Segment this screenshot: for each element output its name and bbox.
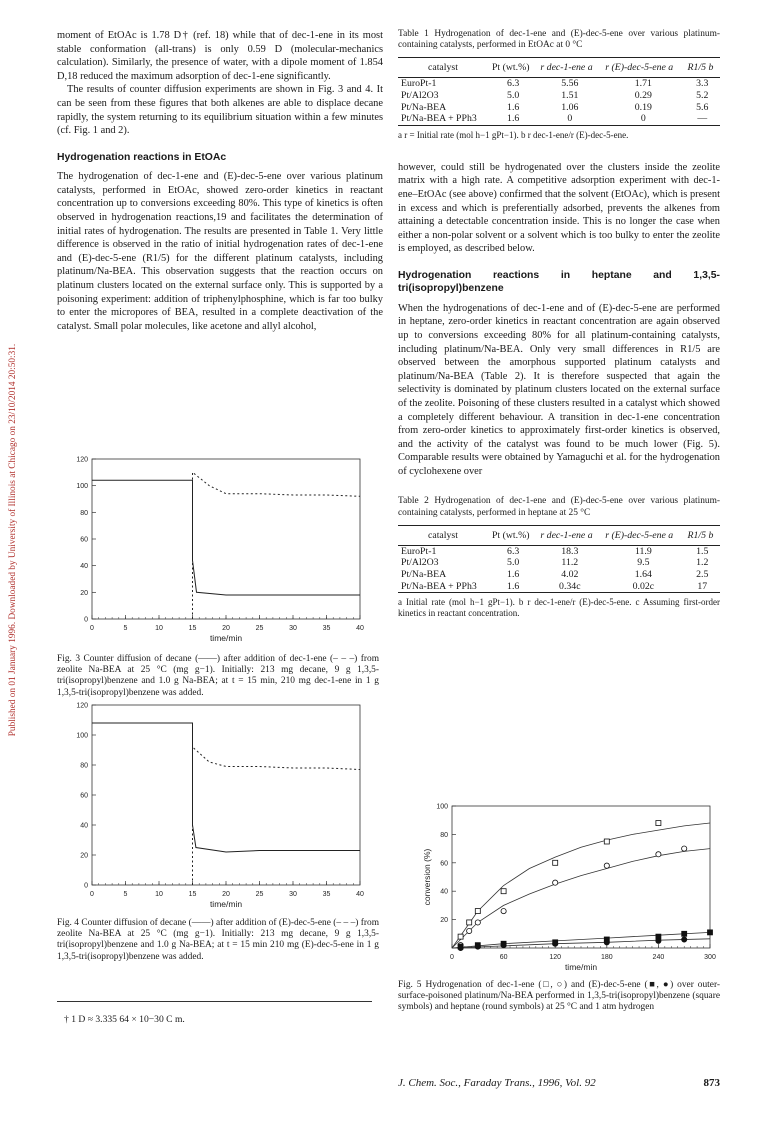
table-cell: 6.3 — [507, 545, 520, 557]
table2-header: catalyst — [428, 529, 458, 541]
plot-frame — [452, 806, 710, 948]
x-axis-label: time/min — [564, 962, 598, 972]
table-cell: 0.34c — [559, 580, 581, 592]
page-number: 873 — [703, 1077, 720, 1089]
y-tick-label: 60 — [80, 792, 88, 800]
table-row — [398, 90, 720, 102]
table-cell: 11.2 — [561, 557, 579, 569]
y-tick-label: 80 — [440, 831, 448, 839]
table2-header: Pt (wt.%) — [491, 529, 530, 541]
series-line-dashed — [193, 747, 361, 885]
y-tick-label: 100 — [76, 732, 88, 740]
data-point-circle — [458, 945, 463, 950]
table-cell: 1.64 — [634, 569, 652, 581]
y-tick-label: 40 — [80, 822, 88, 830]
y-tick-label: 20 — [440, 917, 448, 925]
x-tick-label: 180 — [600, 954, 613, 961]
table-cell: 0.29 — [634, 90, 652, 101]
data-point-circle — [501, 908, 506, 913]
table-cell: EuroPt-1 — [401, 78, 437, 90]
section-heading-etoac: Hydrogenation reactions in EtOAc — [57, 151, 227, 163]
fig3-caption: Fig. 3 Counter diffusion of decane (——) after addition of dec-1-ene (– – –) from zeolite Na-BEA at 25 °C (mg g−1). Initially: 213 mg decane, 9 g 1,3,5-tri(isopropyl)benzene and 1.0 g Na-BEA; at t = 15 min, 210 mg dec-1-ene in 1 g 1,3,5-tri(isopropyl)benzene was added. — [57, 654, 379, 698]
table2-body — [398, 545, 720, 592]
table-cell: — — [697, 113, 708, 125]
table2-note: a Initial rate (mol h−1 gPt−1). b r dec-1-ene/r (E)-dec-5-ene. c Assuming first-order kinetics in reactant concentration. — [398, 597, 720, 619]
x-tick-label: 5 — [123, 625, 128, 632]
fig3-chart — [52, 453, 367, 648]
plot-frame — [92, 705, 360, 885]
table1-body — [398, 78, 720, 125]
data-point-square — [501, 889, 506, 894]
data-point-circle — [553, 941, 558, 946]
table1-header: R1/5 b — [687, 62, 714, 74]
fit-curve — [452, 823, 710, 948]
data-point-square — [682, 931, 687, 936]
x-tick-label: 10 — [155, 891, 163, 898]
series-line-solid — [92, 480, 360, 595]
data-point-square — [708, 930, 713, 935]
data-point-circle — [682, 846, 687, 851]
table-cell: 1.06 — [561, 101, 579, 113]
x-tick-label: 240 — [652, 954, 665, 961]
table-cell: 1.5 — [696, 545, 709, 557]
right-column — [398, 29, 720, 619]
x-tick-label: 40 — [356, 891, 364, 898]
table-cell: 1.51 — [561, 90, 579, 101]
fig4-chart — [52, 697, 367, 912]
heptane-paragraph: When the hydrogenations of dec-1-ene and of (E)-dec-5-ene are performed in heptane, zero-order kinetics in reactant concentration are again observed up to conversions exceeding 80% for all platinum-containing catalysts, including platinum/Na-BEA. Only very small differences in R1/5 are observed between the amorphous supported platinum catalysts and platinum/Na-BEA (Table 2). It is therefore suspected that again the selectivity is dominated by platinum clusters located on the external surface of the zeolite. Poisoning of these clusters resulted in a catalyst which showed a completely different behaviour. A transition in dec-1-ene concentration from zero-order kinetics to approximately first-order kinetics is observed, and the activity of the catalyst was found to be much lower (Fig. 5). Comparable results were obtained by Yamaguchi et al. for the hydrogenation of cyclohexene over — [398, 302, 720, 477]
table1-header: r (E)-dec-5-ene a — [605, 62, 674, 74]
table-cell: 18.3 — [561, 545, 579, 557]
table-cell: Pt/Na-BEA — [401, 569, 447, 581]
x-tick-label: 5 — [123, 891, 128, 898]
data-point-square — [458, 934, 463, 939]
data-point-circle — [475, 944, 480, 949]
y-tick-label: 60 — [440, 860, 448, 868]
x-tick-label: 30 — [289, 891, 297, 898]
page-footer — [398, 1077, 720, 1089]
table-row — [398, 581, 720, 593]
table-cell: 0 — [640, 113, 646, 125]
table-cell: 5.6 — [696, 101, 709, 113]
table-cell: 1.6 — [507, 101, 520, 113]
x-tick-label: 40 — [356, 625, 364, 632]
table1-caption: Table 1 Hydrogenation of dec-1-ene and (E)-dec-5-ene over various platinum-containing catalysts, performed in EtOAc at 0 °C — [398, 29, 720, 51]
table-cell: 5.2 — [696, 90, 709, 101]
table-cell: 1.6 — [507, 113, 520, 125]
x-tick-label: 15 — [188, 625, 197, 632]
section-heading-heptane: Hydrogenation reactions in heptane and 1,3,5-tri(isopropyl)benzene — [398, 269, 720, 295]
table-cell: 1.2 — [696, 557, 709, 569]
table1-header: Pt (wt.%) — [491, 62, 530, 74]
table1 — [398, 57, 720, 125]
y-tick-label: 40 — [440, 888, 448, 896]
table-cell: 5.56 — [561, 78, 579, 90]
table-cell: 1.6 — [507, 569, 520, 581]
y-axis-label: conversion (%) — [422, 848, 432, 906]
sidebar-text: Published on 01 January 1996. Downloaded by University of Illinois at Chicago on 23/10/2014 20:50:31. — [8, 343, 18, 737]
table-cell: Pt/Al2O3 — [401, 557, 439, 569]
x-axis-label: time/min — [209, 899, 243, 909]
x-tick-label: 25 — [255, 625, 264, 632]
table-cell: 1.6 — [507, 580, 520, 592]
footnote: † 1 D ≈ 3.335 64 × 10−30 C m. — [64, 1014, 185, 1025]
y-tick-label: 60 — [80, 536, 88, 544]
table1-header: r dec-1-ene a — [540, 62, 593, 74]
table-cell: 2.5 — [696, 569, 709, 581]
data-point-circle — [467, 928, 472, 933]
y-tick-label: 40 — [80, 563, 88, 571]
table2-header: r (E)-dec-5-ene a — [605, 529, 674, 541]
table-cell: 0 — [567, 113, 573, 125]
table-cell: 1.71 — [634, 78, 652, 90]
data-point-circle — [656, 852, 661, 857]
x-tick-label: 10 — [155, 625, 163, 632]
data-point-circle — [553, 880, 558, 885]
data-point-circle — [501, 943, 506, 948]
table2-header: r dec-1-ene a — [540, 529, 593, 541]
data-point-square — [553, 860, 558, 865]
footnote-rule — [57, 1001, 372, 1002]
table-cell: 0.02c — [632, 580, 655, 592]
counter-diffusion-paragraph: The results of counter diffusion experiments are shown in Fig. 3 and 4. It can be seen from these figures that both alkenes are able to displace decane rapidly, the system returning to its equilibrium situation within a few minutes (cf. Fig. 1 and 2). — [57, 84, 383, 137]
table-row — [398, 102, 720, 114]
fig5-chart — [412, 798, 722, 976]
x-tick-label: 0 — [90, 891, 94, 898]
y-tick-label: 20 — [80, 589, 88, 597]
left-column — [57, 29, 383, 333]
table-cell: Pt/Na-BEA + PPh3 — [401, 580, 477, 592]
table1-header: catalyst — [428, 62, 458, 74]
y-tick-label: 120 — [76, 456, 88, 464]
x-tick-label: 35 — [322, 625, 331, 632]
series-line-solid — [92, 723, 360, 852]
table-cell: 11.9 — [634, 545, 652, 557]
journal-citation: J. Chem. Soc., Faraday Trans., 1996, Vol. 92 — [398, 1077, 596, 1089]
table-cell: 17 — [697, 580, 708, 592]
y-tick-label: 100 — [76, 483, 88, 491]
zeolite-paragraph: however, could still be hydrogenated over the clusters inside the zeolite matrix with a high rate. A competitive adsorption experiment with dec-1-ene–EtOAc (see above) confirmed that the solvent (EtOAc), which is present in excess and which is preferentially adsorbed, prevents the alkenes from attaining a detectable concentration inside. This is no longer the case when either a non-polar solvent or a solvent which is too bulky to enter the zeolite is employed, as described below. — [398, 161, 720, 255]
table2 — [398, 525, 720, 593]
data-point-circle — [682, 937, 687, 942]
data-point-square — [604, 839, 609, 844]
table1-note: a r = Initial rate (mol h−1 gPt−1). b r dec-1-ene/r (E)-dec-5-ene. — [398, 129, 629, 140]
y-tick-label: 100 — [436, 803, 448, 811]
x-axis-label: time/min — [209, 633, 243, 643]
table-cell: 5.0 — [507, 557, 520, 569]
table-cell: 9.5 — [637, 557, 650, 569]
y-tick-label: 80 — [80, 509, 88, 517]
intro-paragraph: moment of EtOAc is 1.78 D† (ref. 18) while that of dec-1-ene in its most stable conformation (all-trans) is only 0.59 D (molecular-mechanics calculation). Similarly, the presence of water, with a dipole moment of 1.854 D,18 reduced the maximum adsorption of dec-1-ene significantly. — [57, 30, 383, 82]
y-tick-label: 0 — [84, 616, 88, 624]
x-tick-label: 0 — [450, 954, 454, 961]
table-cell: 3.3 — [696, 78, 709, 90]
data-point-square — [656, 821, 661, 826]
table-cell: 6.3 — [507, 78, 520, 90]
table-row — [398, 545, 720, 557]
series-line-dashed — [193, 472, 361, 619]
x-tick-label: 20 — [222, 891, 230, 898]
data-point-circle — [475, 920, 480, 925]
x-tick-label: 300 — [704, 954, 716, 961]
y-tick-label: 80 — [80, 762, 88, 770]
fig4-caption: Fig. 4 Counter diffusion of decane (——) after addition of (E)-dec-5-ene (– – –) from zeolite Na-BEA at 25 °C (mg g−1). Initially: 213 mg decane, 9 g 1,3,5-tri(isopropyl)benzene and 1.0 g Na-BEA; at t = 15 min 210 mg (E)-dec-5-ene in 1 g 1,3,5-tri(isopropyl)benzene was added. — [57, 918, 379, 962]
table-cell: Pt/Al2O3 — [401, 90, 439, 101]
x-tick-label: 20 — [222, 625, 230, 632]
data-point-square — [467, 920, 472, 925]
x-tick-label: 120 — [549, 954, 562, 961]
x-tick-label: 15 — [188, 891, 197, 898]
y-tick-label: 0 — [84, 882, 88, 890]
table-row — [398, 78, 720, 90]
fig5-caption: Fig. 5 Hydrogenation of dec-1-ene (□, ○) and (E)-dec-5-ene (■, ●) over outer-surface-poisoned platinum/Na-BEA performed in 1,3,5-tri(isopropyl)benzene (square symbols) and heptane (round symbols) at 25 °C and 1 atm hydrogen — [398, 980, 720, 1013]
table-row — [398, 557, 720, 569]
table-cell: Pt/Na-BEA — [401, 101, 447, 113]
etoac-paragraph: The hydrogenation of dec-1-ene and (E)-dec-5-ene over various platinum catalysts, performed in EtOAc, showed zero-order kinetics in reactant concentration up to conversions exceeding 80%. This type of kinetics is often observed in hydrogenation reactions,19 and facilitates the determination of initial rates of hydrogenation. The results are presented in Table 1. Very little difference is observed in the ratio of initial hydrogenation rates of dec-1-ene and (E)-dec-5-ene (R1/5) for the different platinum catalysts, including platinum/Na-BEA. This observation suggests that the reaction occurs on platinum clusters located on the external surface only. This is supported by a poisoning experiment: addition of triphenylphosphine, which is far too bulky to enter the micropores of BEA, resulted in a complete deactivation of the catalyst. Small polar molecules, like acetone and allyl alcohol, — [57, 171, 383, 332]
data-point-circle — [604, 940, 609, 945]
x-tick-label: 60 — [499, 954, 508, 961]
table-cell: 5.0 — [507, 90, 520, 101]
table-row — [398, 113, 720, 125]
table-row — [398, 569, 720, 581]
x-tick-label: 35 — [322, 891, 331, 898]
y-tick-label: 120 — [76, 702, 88, 710]
x-tick-label: 30 — [289, 625, 297, 632]
table-cell: Pt/Na-BEA + PPh3 — [401, 113, 477, 125]
data-point-circle — [604, 863, 609, 868]
x-tick-label: 25 — [255, 891, 264, 898]
y-tick-label: 20 — [80, 852, 88, 860]
x-tick-label: 0 — [90, 625, 94, 632]
table-cell: 4.02 — [561, 569, 579, 581]
table2-header: R1/5 b — [687, 529, 714, 541]
table-cell: 0.19 — [634, 101, 652, 113]
table2-caption: Table 2 Hydrogenation of dec-1-ene and (E)-dec-5-ene over various platinum-containing catalysts, performed in heptane at 25 °C — [398, 496, 720, 518]
table-cell: EuroPt-1 — [401, 545, 437, 557]
data-point-circle — [656, 938, 661, 943]
data-point-square — [475, 909, 480, 914]
download-watermark — [6, 140, 20, 940]
